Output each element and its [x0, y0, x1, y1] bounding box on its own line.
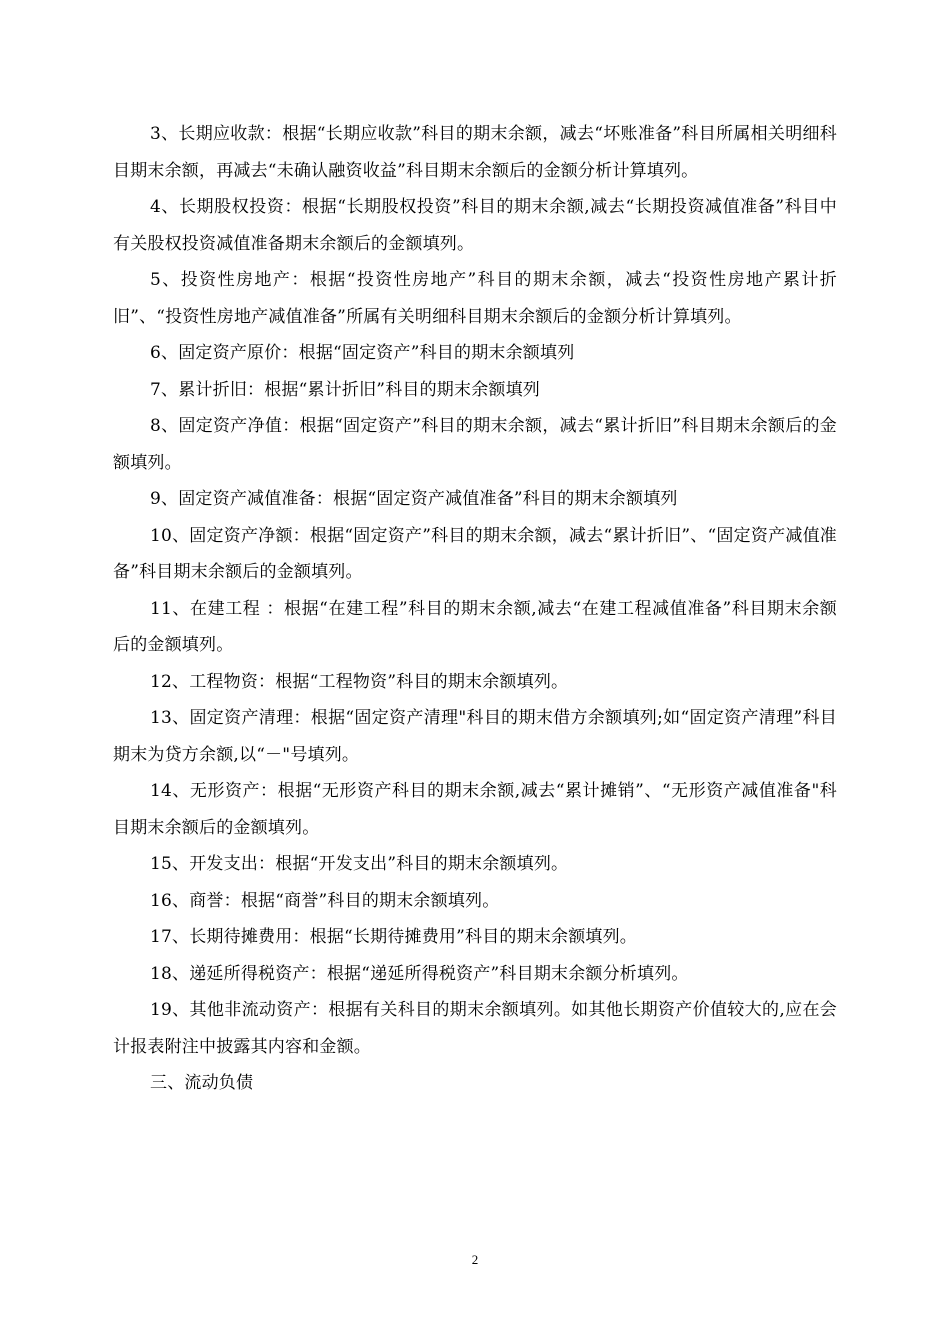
paragraph-accumulated-depreciation: 7、累计折旧：根据“累计折旧”科目的期末余额填列 [150, 379, 540, 400]
paragraph-goodwill: 16、商誉：根据“商誉”科目的期末余额填列。 [150, 890, 500, 911]
paragraph-long-term-prepaid-expenses: 17、长期待摊费用：根据“长期待摊费用”科目的期末余额填列。 [150, 927, 638, 947]
paragraph-fixed-asset-net-amount: 10、固定资产净额：根据“固定资产”科目的期末余额，减去“累计折旧”、“固定资产减值准备”科目期末余额后的金额填列。 [113, 525, 837, 582]
section-heading-current-liabilities: 三、流动负债 [150, 1073, 254, 1093]
paragraph-long-term-equity-investment: 4、长期股权投资：根据“长期股权投资”科目的期末余额,减去“长期投资减值准备”科目中有关股权投资减值准备期末余额后的金额填列。 [113, 197, 837, 254]
paragraph-fixed-asset-net-value: 8、固定资产净值：根据“固定资产”科目的期末余额，减去“累计折旧”科目期末余额后的金额填列。 [113, 416, 837, 473]
paragraph-development-expenditure: 15、开发支出：根据“开发支出”科目的期末余额填列。 [150, 854, 569, 874]
document-body [113, 116, 837, 1102]
paragraph-intangible-assets: 14、无形资产：根据“无形资产科目的期末余额,减去“累计摊销”、“无形资产减值准备"科目期末余额后的金额填列。 [113, 781, 837, 838]
paragraph-other-non-current-assets: 19、其他非流动资产：根据有关科目的期末余额填列。如其他长期资产价值较大的,应在会计报表附注中披露其内容和金额。 [113, 1000, 837, 1057]
paragraph-fixed-asset-impairment: 9、固定资产减值准备：根据“固定资产减值准备”科目的期末余额填列 [150, 489, 678, 509]
page-number: 2 [471, 1252, 479, 1267]
paragraph-fixed-asset-disposal: 13、固定资产清理：根据“固定资产清理"科目的期末借方余额填列;如“固定资产清理”科目期末为贷方余额,以“－"号填列。 [113, 708, 837, 765]
paragraph-long-term-receivables: 3、长期应收款：根据“长期应收款”科目的期末余额，减去“坏账准备”科目所属相关明细科目期末余额，再减去“未确认融资收益”科目期末余额后的金额分析计算填列。 [113, 124, 837, 181]
paragraph-fixed-asset-cost: 6、固定资产原价：根据“固定资产”科目的期末余额填列 [150, 343, 575, 363]
paragraph-construction-in-progress: 11、在建工程 ：根据“在建工程”科目的期末余额,减去“在建工程减值准备”科目期末余额后的金额填列。 [113, 598, 837, 655]
paragraph-engineering-materials: 12、工程物资：根据“工程物资”科目的期末余额填列。 [150, 671, 569, 692]
paragraph-investment-property: 5、投资性房地产：根据“投资性房地产”科目的期末余额，减去“投资性房地产累计折旧”、“投资性房地产减值准备”所属有关明细科目期末余额后的金额分析计算填列。 [113, 270, 837, 327]
paragraph-deferred-tax-assets: 18、递延所得税资产：根据“递延所得税资产”科目期末余额分析填列。 [150, 963, 689, 984]
